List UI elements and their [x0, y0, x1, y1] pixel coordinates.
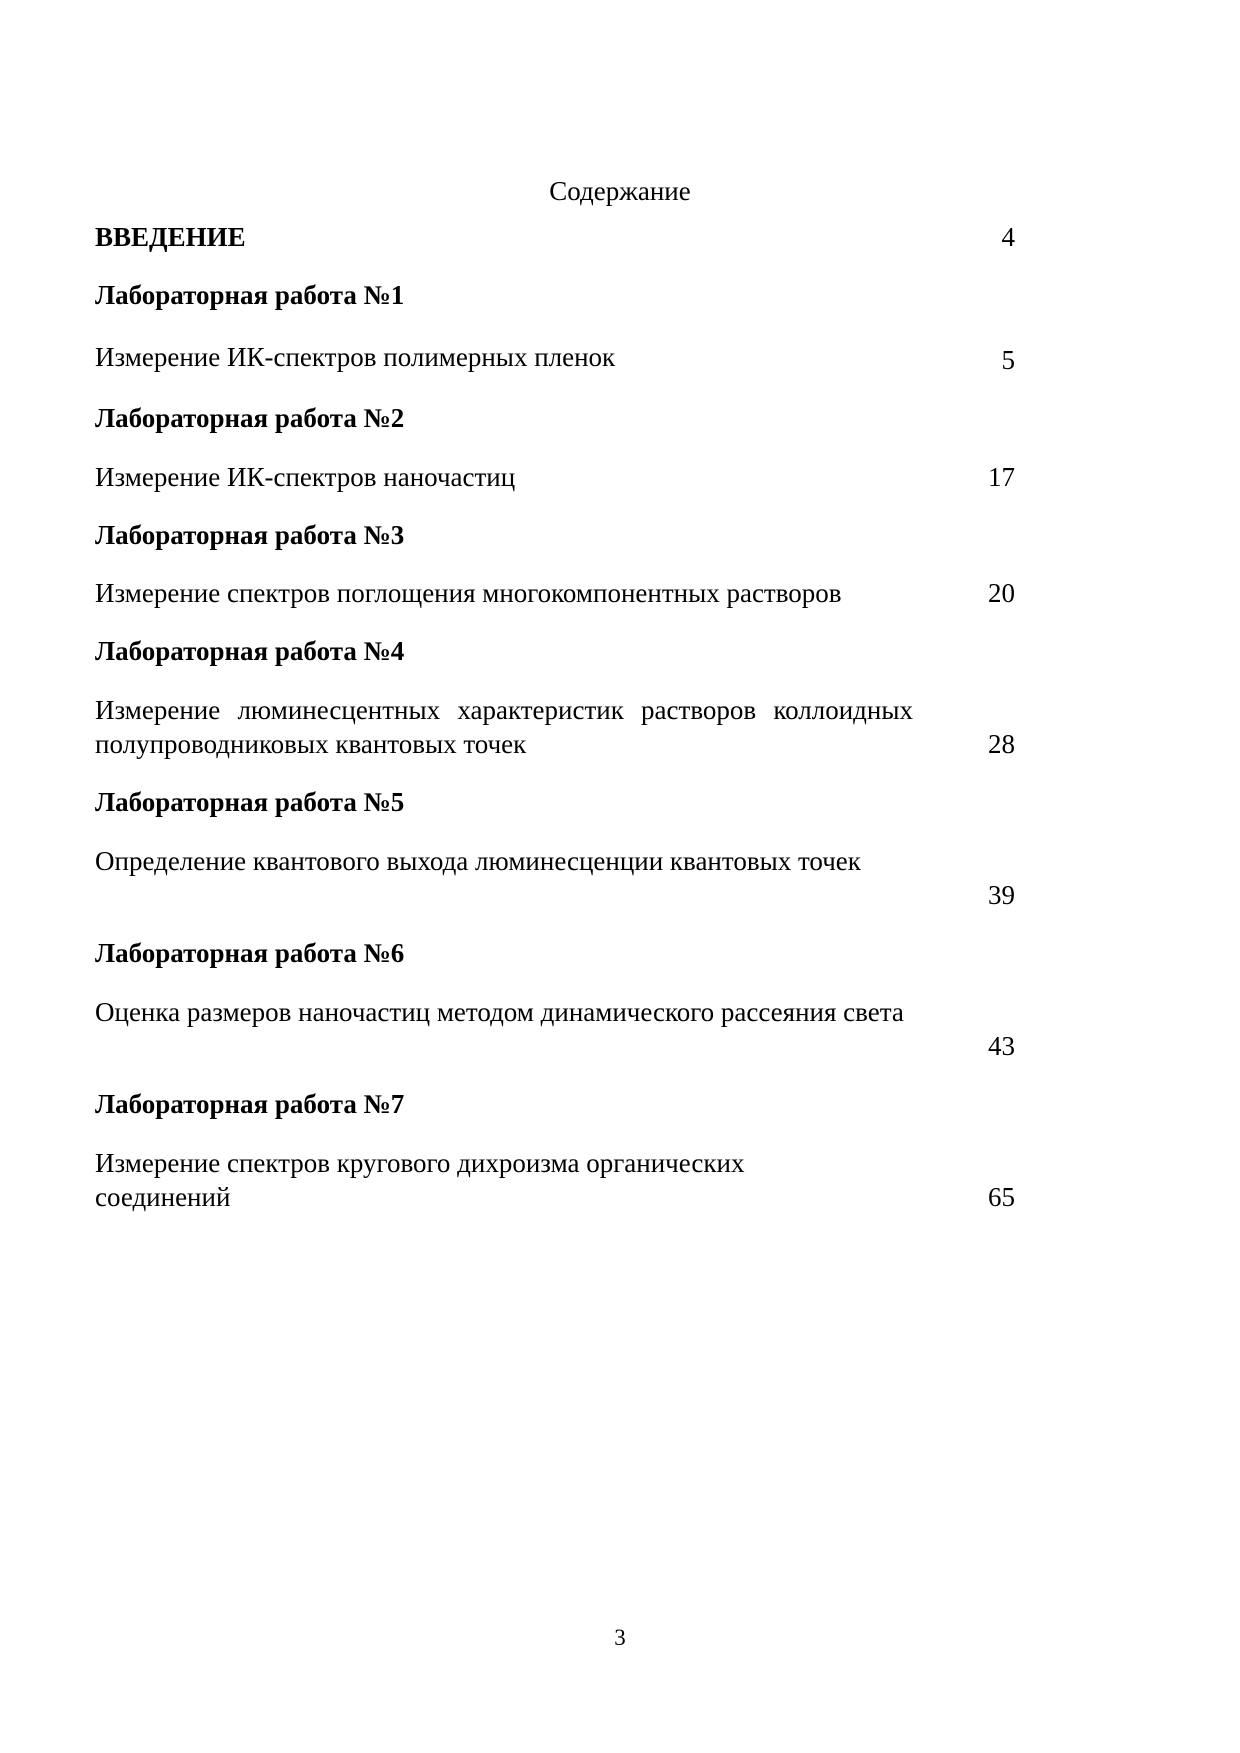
toc-entry-page: 39 [988, 880, 1015, 910]
toc-entry-page: 5 [1001, 345, 1015, 375]
toc-heading-label: Лабораторная работа №6 [95, 938, 405, 968]
toc-entry-label: Определение квантового выхода люминесценции квантовых точек [95, 846, 861, 876]
page-number: 3 [614, 1625, 626, 1650]
toc-entry-page: 28 [988, 729, 1015, 759]
toc-entry-label: Измерение люминесцентных характеристик растворов коллоидных полупроводниковых квантовых точек [95, 695, 913, 759]
toc-entry-label: Измерение ИК-спектров наночастиц [95, 462, 516, 492]
toc-entry-page: 65 [988, 1182, 1015, 1212]
toc-entry-label: Оценка размеров наночастиц методом динамического рассеяния света [95, 997, 904, 1027]
toc-heading-label: Лабораторная работа №3 [95, 520, 405, 550]
toc-entry-page: 17 [988, 462, 1015, 492]
toc-heading-label: Лабораторная работа №7 [95, 1089, 405, 1119]
toc-heading-label: Лабораторная работа №1 [95, 280, 405, 310]
toc-entry-page: 43 [988, 1031, 1015, 1061]
toc-entry-label: Измерение ИК-спектров полимерных пленок [95, 342, 616, 372]
toc-heading-label: Лабораторная работа №4 [95, 636, 405, 666]
toc-entry-page: 20 [988, 578, 1015, 608]
toc-title: Содержание [549, 176, 691, 206]
toc-entry-label: Измерение спектров кругового дихроизма органических соединений [95, 1148, 745, 1212]
toc-entry-page: 4 [1001, 222, 1015, 252]
toc-heading-label: Лабораторная работа №2 [95, 403, 405, 433]
toc-entry-label: ВВЕДЕНИЕ [95, 222, 246, 252]
toc-heading-label: Лабораторная работа №5 [95, 787, 405, 817]
toc-entry-label: Измерение спектров поглощения многокомпонентных растворов [95, 578, 842, 608]
